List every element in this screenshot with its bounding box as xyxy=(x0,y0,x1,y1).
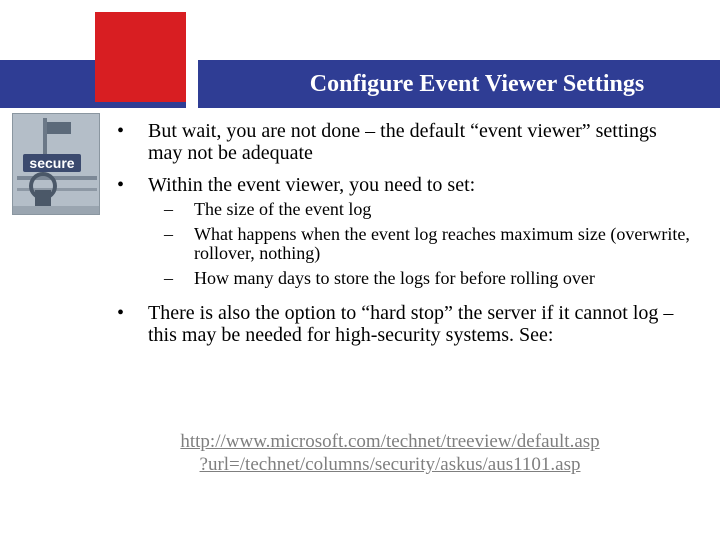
title-bar xyxy=(198,60,720,108)
sub-bullet-item xyxy=(164,225,704,263)
sub-bullet-text: The size of the event log xyxy=(194,199,372,219)
sub-bullet-item xyxy=(164,200,704,219)
sub-bullet-text: What happens when the event log reaches maximum size (overwrite, rollover, nothing) xyxy=(194,224,690,263)
logo-label: secure xyxy=(23,154,81,172)
sub-bullet-marker: – xyxy=(164,224,173,244)
sub-bullet-marker: – xyxy=(164,199,173,219)
slide-title: Configure Event Viewer Settings xyxy=(309,70,645,97)
reference-link[interactable] xyxy=(120,430,660,476)
bullet-item xyxy=(115,174,695,196)
sub-list-container xyxy=(115,200,695,288)
bullet-text: Within the event viewer, you need to set: xyxy=(148,174,476,196)
red-accent-square xyxy=(95,12,186,102)
bullet-item xyxy=(115,120,695,164)
bullet-marker: • xyxy=(117,120,125,142)
sub-bullet-marker: – xyxy=(164,268,173,288)
sub-bullet-text: How many days to store the logs for before rolling over xyxy=(194,268,595,288)
link-line-2[interactable]: ?url=/technet/columns/security/askus/aus1101.asp xyxy=(199,454,581,475)
bullet-item xyxy=(115,302,695,346)
bullet-text: But wait, you are not done – the default “event viewer” settings may not be adequate xyxy=(148,120,657,164)
bullet-marker: • xyxy=(117,302,125,324)
sub-bullet-item xyxy=(164,269,704,288)
bullet-marker: • xyxy=(117,174,125,196)
sub-bullet-list xyxy=(164,200,704,288)
bullet-text: There is also the option to “hard stop” the server if it cannot log – this may be needed for high-security systems. See: xyxy=(148,302,674,346)
header-separator xyxy=(186,60,198,108)
link-line-1[interactable]: http://www.microsoft.com/technet/treeview/default.asp xyxy=(180,431,600,452)
secure-logo-image xyxy=(12,113,100,215)
bullet-list xyxy=(115,120,695,356)
